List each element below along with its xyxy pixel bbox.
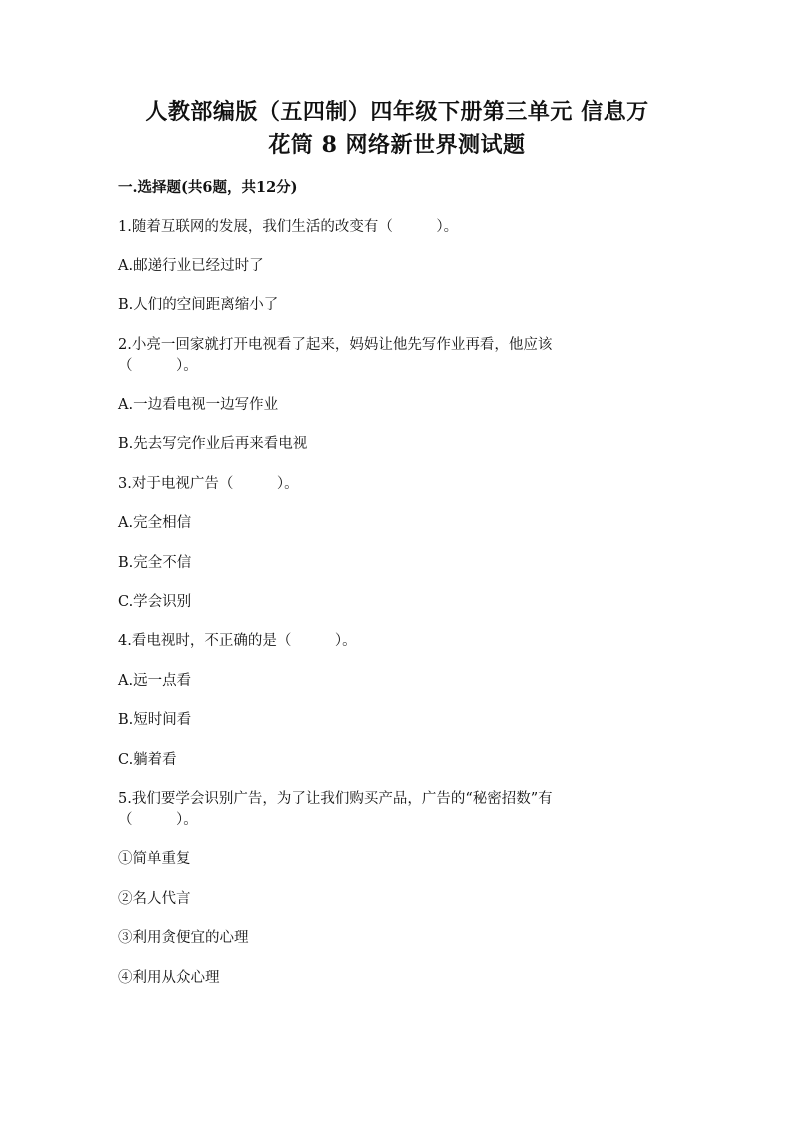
question-1-stem: 1.随着互联网的发展，我们生活的改变有（ ）。 [118, 219, 459, 235]
question-1-option-a: A.邮递行业已经过时了 [118, 258, 264, 274]
question-3-option-a: A.完全相信 [118, 515, 192, 531]
question-2-stem: 2.小亮一回家就打开电视看了起来，妈妈让他先写作业再看，他应该 [118, 337, 553, 353]
question-5-option-1: ①简单重复 [118, 851, 191, 867]
question-5-option-4: ④利用从众心理 [118, 970, 220, 986]
question-4-stem: 4.看电视时，不正确的是（ ）。 [118, 633, 357, 649]
section-heading: 一.选择题(共6题，共12分) [118, 179, 298, 196]
question-2-option-a: A.一边看电视一边写作业 [118, 397, 279, 413]
page-title-line-2: 花筒 8 网络新世界测试题 [268, 132, 526, 158]
question-5-stem: 5.我们要学会识别广告，为了让我们购买产品，广告的“秘密招数”有 [118, 791, 553, 807]
question-2-stem-continued: （ ）。 [118, 358, 198, 374]
question-5-option-3: ③利用贪便宜的心理 [118, 930, 249, 946]
question-4-option-b: B.短时间看 [118, 712, 192, 728]
question-4-option-a: A.远一点看 [118, 673, 192, 689]
page-title-line-1: 人教部编版（五四制）四年级下册第三单元 信息万 [145, 99, 649, 125]
question-3-stem: 3.对于电视广告（ ）。 [118, 476, 299, 492]
question-5-option-2: ②名人代言 [118, 891, 191, 907]
question-2-option-b: B.先去写完作业后再来看电视 [118, 436, 308, 452]
question-3-option-b: B.完全不信 [118, 555, 192, 571]
question-3-option-c: C.学会识别 [118, 594, 192, 610]
question-1-option-b: B.人们的空间距离缩小了 [118, 297, 279, 313]
question-5-stem-continued: （ ）。 [118, 812, 198, 828]
question-4-option-c: C.躺着看 [118, 752, 177, 768]
